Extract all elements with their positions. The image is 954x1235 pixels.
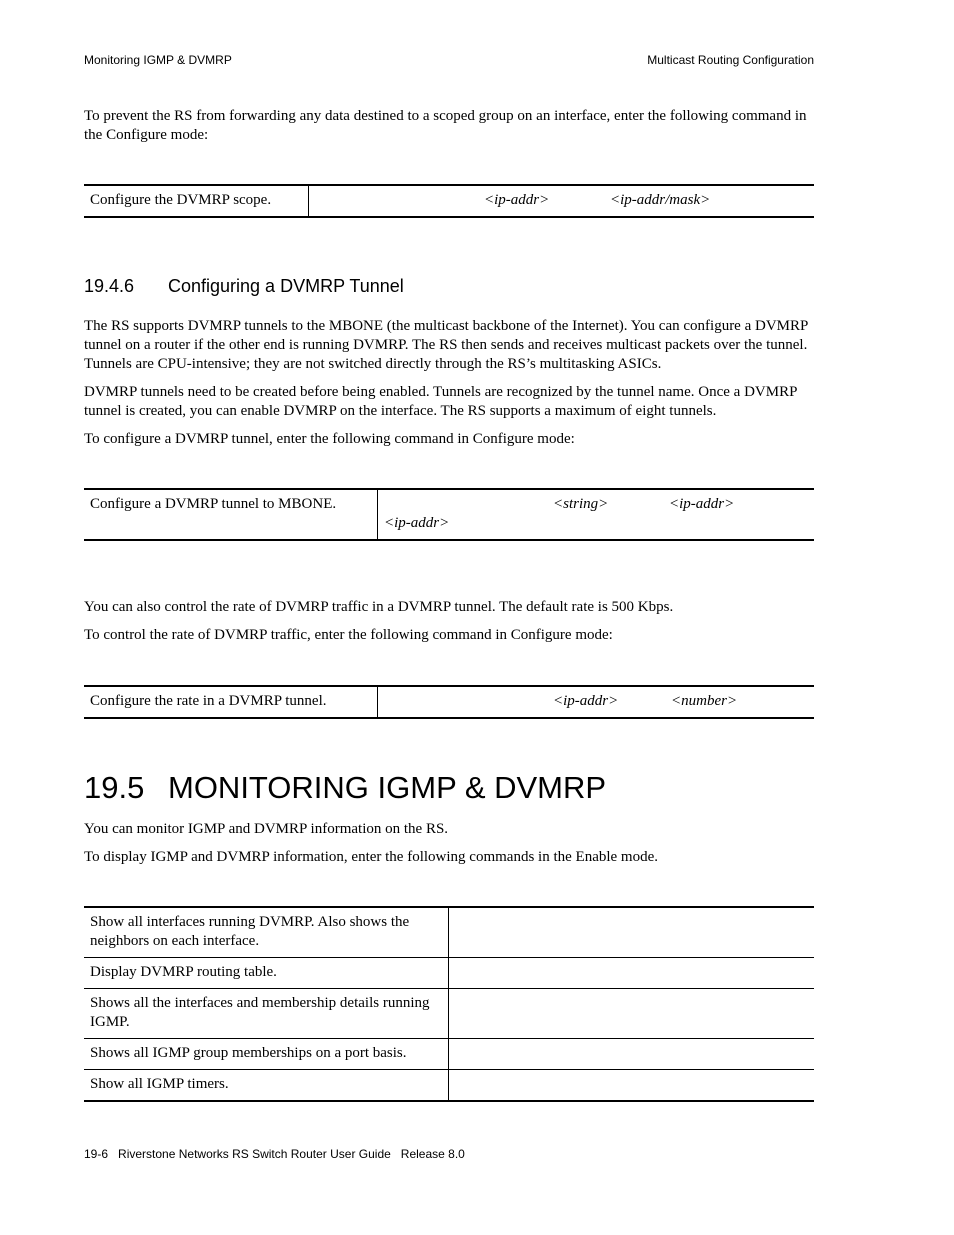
- command-argument: <ip-addr>: [484, 192, 550, 208]
- section-title: MONITORING IGMP & DVMRP: [168, 770, 607, 805]
- monitor-paragraph-2: To display IGMP and DVMRP information, enter the following commands in the Enable mode.: [84, 849, 658, 865]
- scope-intro-paragraph: To prevent the RS from forwarding any data destined to a scoped group on an interface, enter the following command in the Configure mode:: [84, 108, 807, 143]
- command-description: Shows all IGMP group memberships on a port basis.: [84, 1039, 449, 1070]
- footer-release: Release 8.0: [400, 1147, 465, 1161]
- command-syntax: [378, 489, 815, 540]
- table-row: [84, 185, 814, 217]
- table-row: [84, 489, 814, 540]
- command-argument: <ip-addr>: [669, 496, 735, 512]
- command-description: Shows all the interfaces and membership details running IGMP.: [84, 989, 449, 1039]
- command-description: Configure the rate in a DVMRP tunnel.: [84, 686, 378, 718]
- command-syntax: [309, 185, 815, 217]
- command-syntax: [449, 907, 815, 958]
- command-syntax: [449, 1070, 815, 1102]
- tunnel-paragraph-3: To configure a DVMRP tunnel, enter the following command in Configure mode:: [84, 431, 575, 447]
- command-description: Configure the DVMRP scope.: [84, 185, 309, 217]
- table-row: [84, 989, 814, 1039]
- tunnel-command-table: [84, 488, 814, 541]
- rate-paragraph-2: To control the rate of DVMRP traffic, enter the following command in Configure mode:: [84, 627, 613, 643]
- command-argument: <number>: [671, 693, 738, 709]
- table-row: [84, 686, 814, 718]
- command-syntax: [378, 686, 815, 718]
- page-number: 19-6: [84, 1147, 109, 1161]
- footer-title: Riverstone Networks RS Switch Router User Guide: [118, 1147, 391, 1161]
- table-row: [84, 1039, 814, 1070]
- command-argument: <ip-addr>: [384, 515, 450, 531]
- command-syntax: [449, 989, 815, 1039]
- section-title: Configuring a DVMRP Tunnel: [168, 276, 404, 296]
- page-footer: [84, 1147, 475, 1161]
- running-header-right: Multicast Routing Configuration: [647, 53, 814, 67]
- tunnel-paragraph-1: The RS supports DVMRP tunnels to the MBONE (the multicast backbone of the Internet). You can configure a DVMRP tunnel on a router if the other end is running DVMRP. The RS then sends and receives multicast packets over the tunnel. Tunnels are CPU-intensive; they are not switched directly through the RS’s multitasking ASICs.: [84, 318, 808, 372]
- monitor-paragraph-1: You can monitor IGMP and DVMRP information on the RS.: [84, 821, 449, 837]
- table-row: [84, 907, 814, 958]
- section-heading-monitoring: [84, 770, 606, 806]
- command-description: Display DVMRP routing table.: [84, 958, 449, 989]
- table-row: [84, 958, 814, 989]
- running-header-left: Monitoring IGMP & DVMRP: [84, 53, 232, 67]
- command-syntax: [449, 1039, 815, 1070]
- scope-command-table: [84, 184, 814, 218]
- command-argument: <ip-addr/mask>: [610, 192, 711, 208]
- command-argument: <string>: [553, 496, 609, 512]
- rate-command-table: [84, 685, 814, 719]
- tunnel-paragraph-2: DVMRP tunnels need to be created before being enabled. Tunnels are recognized by the tunnel name. Once a DVMRP tunnel is created, you can enable DVMRP on the interface. The RS supports a maximum of eight tunnels.: [84, 384, 797, 419]
- section-heading-tunnel: [84, 276, 404, 297]
- monitor-command-table: [84, 906, 814, 1102]
- section-number: 19.5: [84, 770, 145, 805]
- command-description: Show all IGMP timers.: [84, 1070, 449, 1102]
- section-number: 19.4.6: [84, 276, 135, 296]
- command-description: Configure a DVMRP tunnel to MBONE.: [84, 489, 378, 540]
- command-argument: <ip-addr>: [553, 693, 619, 709]
- command-description: Show all interfaces running DVMRP. Also shows the neighbors on each interface.: [84, 907, 449, 958]
- rate-paragraph-1: You can also control the rate of DVMRP traffic in a DVMRP tunnel. The default rate is 500 Kbps.: [84, 599, 674, 615]
- command-syntax: [449, 958, 815, 989]
- table-row: [84, 1070, 814, 1102]
